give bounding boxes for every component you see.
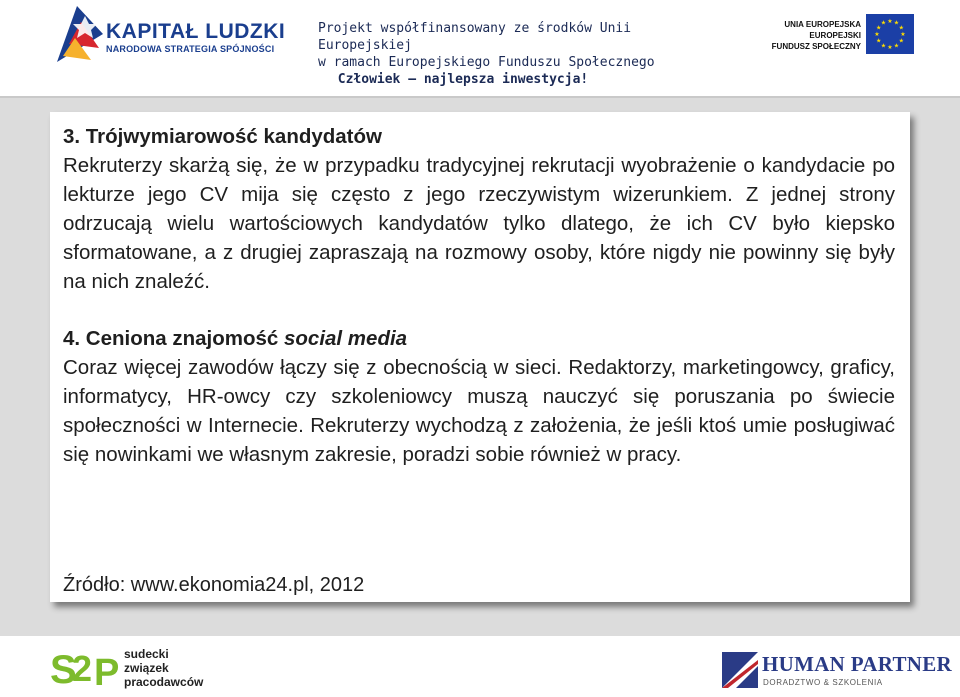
eu-line-3: FUNDUSZ SPOŁECZNY bbox=[771, 42, 861, 51]
eu-star-icon: ★ bbox=[898, 25, 904, 32]
section-4-heading-prefix: 4. Ceniona znajomość bbox=[63, 327, 284, 350]
slide-panel bbox=[50, 112, 910, 602]
eu-star-icon: ★ bbox=[880, 43, 887, 50]
project-motto: Człowiek – najlepsza inwestycja! bbox=[337, 72, 589, 87]
section-3-body: Rekruterzy skarżą się, że w przypadku tradycyjnej rekrutacji wyobrażenie o kandydacie po lekturze jego CV mija się często z jego rzeczywistym wizerunkiem. Z jednej strony odrzucają wielu wartościowych kandydatów tylko dlatego, że ich CV było kiepsko sformatowane, a z drugiej zapraszają na rozmowy osoby, które nigdy nie powinny się były na nich znaleźć. bbox=[63, 154, 895, 293]
human-partner-subtitle: DORADZTWO & SZKOLENIA bbox=[763, 678, 883, 687]
eu-star-icon: ★ bbox=[887, 19, 893, 25]
szp-logo-icon bbox=[50, 645, 122, 689]
svg-text:P: P bbox=[94, 652, 120, 689]
eu-star-icon: ★ bbox=[893, 20, 900, 27]
svg-text:S: S bbox=[50, 648, 77, 689]
section-4-body: Coraz więcej zawodów łączy się z obecnością w sieci. Redaktorzy, marketingowcy, graficy, informatycy, HR-owcy czy szkoleniowcy muszą nauczyć się poruszania po świecie społeczności w Internecie. Rekruterzy wychodzą z założenia, że jeśli ktoś umie posługiwać się nowinkami we własnym zakresie, poradzi sobie również w pracy. bbox=[63, 356, 895, 466]
source-citation: Źródło: www.ekonomia24.pl, 2012 bbox=[63, 574, 365, 596]
section-4-heading bbox=[63, 324, 895, 353]
eu-line-2: EUROPEJSKI bbox=[809, 31, 861, 40]
project-info bbox=[318, 20, 678, 88]
szp-label bbox=[124, 647, 203, 689]
szp-line-2: związek bbox=[124, 661, 169, 675]
eu-star-icon: ★ bbox=[874, 32, 880, 38]
eu-flag-icon bbox=[866, 14, 914, 54]
szp-line-3: pracodawców bbox=[124, 675, 204, 689]
eu-star-icon: ★ bbox=[900, 32, 906, 38]
human-partner-title: HUMAN PARTNER bbox=[762, 652, 953, 676]
human-partner-logo-icon bbox=[722, 652, 758, 688]
project-line-2: w ramach Europejskiego Funduszu Społecznego bbox=[318, 55, 655, 70]
eu-star-icon: ★ bbox=[880, 20, 887, 27]
eu-star-icon: ★ bbox=[887, 45, 893, 51]
project-line-1: Projekt współfinansowany ze środków Unii Europejskiej bbox=[318, 21, 632, 53]
eu-star-icon: ★ bbox=[876, 38, 882, 45]
eu-star-icon: ★ bbox=[876, 25, 882, 32]
slide-content bbox=[63, 122, 895, 469]
eu-star-icon: ★ bbox=[893, 43, 900, 50]
section-4-heading-italic: social media bbox=[284, 327, 408, 350]
eu-line-1: UNIA EUROPEJSKA bbox=[784, 20, 861, 29]
section-3-heading: 3. Trójwymiarowość kandydatów bbox=[63, 125, 382, 148]
kapital-ludzki-title: KAPITAŁ LUDZKI bbox=[106, 20, 286, 43]
header-banner bbox=[0, 0, 960, 96]
kapital-ludzki-subtitle: NARODOWA STRATEGIA SPÓJNOŚCI bbox=[106, 44, 275, 54]
eu-star-icon: ★ bbox=[898, 38, 904, 45]
section-spacer bbox=[63, 296, 895, 324]
szp-line-1: sudecki bbox=[124, 647, 169, 661]
eu-fund-label bbox=[765, 19, 861, 52]
svg-text:2: 2 bbox=[72, 648, 93, 689]
